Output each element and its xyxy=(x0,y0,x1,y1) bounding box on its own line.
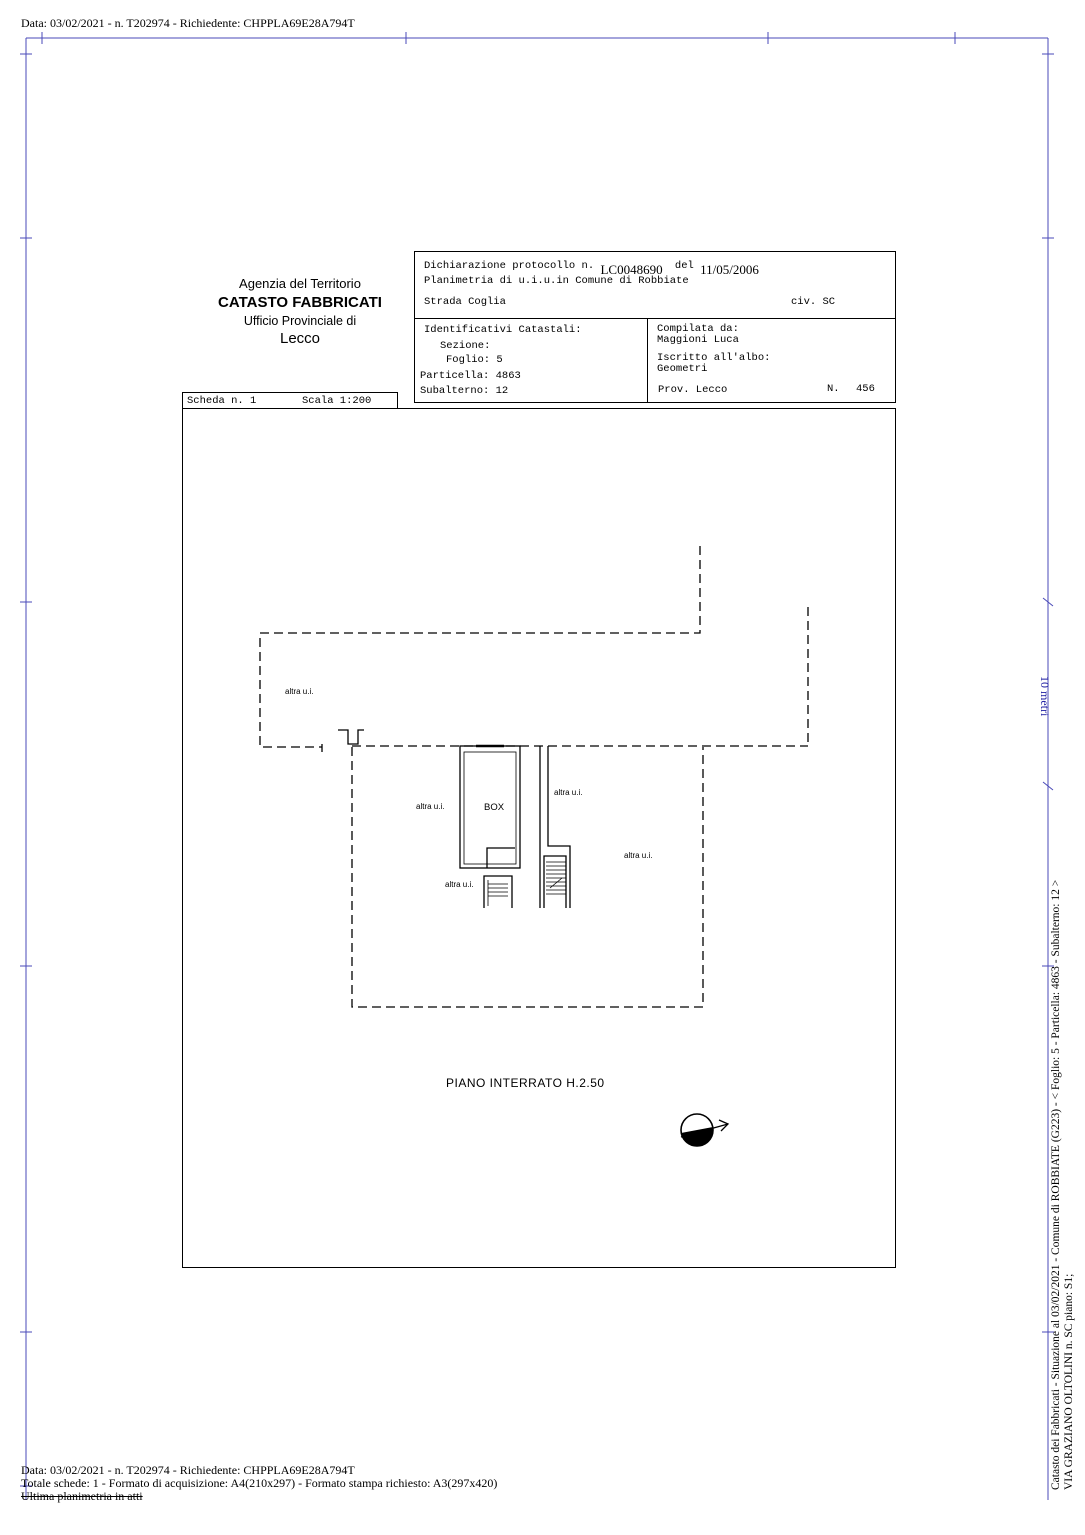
footer-request: Data: 03/02/2021 - n. T202974 - Richiedente: CHPPLA69E28A794T xyxy=(21,1463,355,1477)
scheda-number: Scheda n. 1 xyxy=(187,395,257,407)
label-altra-ui-bottom: altra u.i. xyxy=(445,880,474,889)
province-name: Lecco xyxy=(279,330,321,347)
compiler-name: Maggioni Luca xyxy=(657,334,739,346)
scale-bar-label: 10 metri xyxy=(1038,676,1052,717)
subalterno-field: Subalterno: 12 xyxy=(420,385,509,397)
floor-label: PIANO INTERRATO H.2.50 xyxy=(446,1076,605,1090)
label-altra-ui-mid: altra u.i. xyxy=(554,788,583,797)
compilata-label: Compilata da: xyxy=(657,323,739,335)
protocol-date: 11/05/2006 xyxy=(700,262,759,277)
request-header: Data: 03/02/2021 - n. T202974 - Richiedente: CHPPLA69E28A794T xyxy=(21,16,355,30)
agency-name: Agenzia del Territorio xyxy=(239,276,361,291)
del-label: del xyxy=(674,260,694,272)
albo-number-label: N. xyxy=(827,383,840,395)
catasto-title: CATASTO FABBRICATI xyxy=(218,294,382,311)
side-note-line1: Catasto dei Fabbricati - Situazione al 03/02/2021 - Comune di ROBBIATE (G223) - < Foglio: 5 - Particella: 4863 - Subalterno: 12 > xyxy=(1050,879,1062,1490)
protocol-number: LC0048690 xyxy=(600,262,663,277)
foglio-field: Foglio: 5 xyxy=(446,354,503,366)
ufficio-label: Ufficio Provinciale di xyxy=(243,314,357,328)
side-note-line2: VIA GRAZIANO OLTOLINI n. SC piano: S1; xyxy=(1063,1273,1075,1490)
plan-municipality: Planimetria di u.i.u.in Comune di Robbiate xyxy=(424,275,689,287)
label-altra-ui-top: altra u.i. xyxy=(285,687,314,696)
particella-field: Particella: 4863 xyxy=(420,370,521,382)
label-box: BOX xyxy=(484,802,505,813)
civic-number: civ. SC xyxy=(791,296,836,308)
footer-last-plan: Ultima planimetria in atti xyxy=(21,1489,143,1503)
albo-value: Geometri xyxy=(657,363,708,375)
north-arrow-icon xyxy=(681,1114,728,1146)
sezione-field: Sezione: xyxy=(440,340,491,352)
footer-formats: Totale schede: 1 - Formato di acquisizione: A4(210x297) - Formato stampa richiesto: A3(297x420) xyxy=(21,1476,498,1490)
side-cadastral-note xyxy=(1050,880,1076,1490)
identifiers-title: Identificativi Catastali: xyxy=(424,324,582,336)
footer xyxy=(21,1464,497,1503)
albo-number: 456 xyxy=(856,383,875,395)
prov-field: Prov. Lecco xyxy=(658,384,728,396)
protocol-label: Dichiarazione protocollo n. xyxy=(424,260,595,272)
iscritto-label: Iscritto all'albo: xyxy=(657,352,771,364)
label-altra-ui-left: altra u.i. xyxy=(416,802,445,811)
street-address: Strada Coglia xyxy=(424,296,506,308)
label-altra-ui-right: altra u.i. xyxy=(624,851,653,860)
scheda-scale: Scala 1:200 xyxy=(302,395,372,407)
